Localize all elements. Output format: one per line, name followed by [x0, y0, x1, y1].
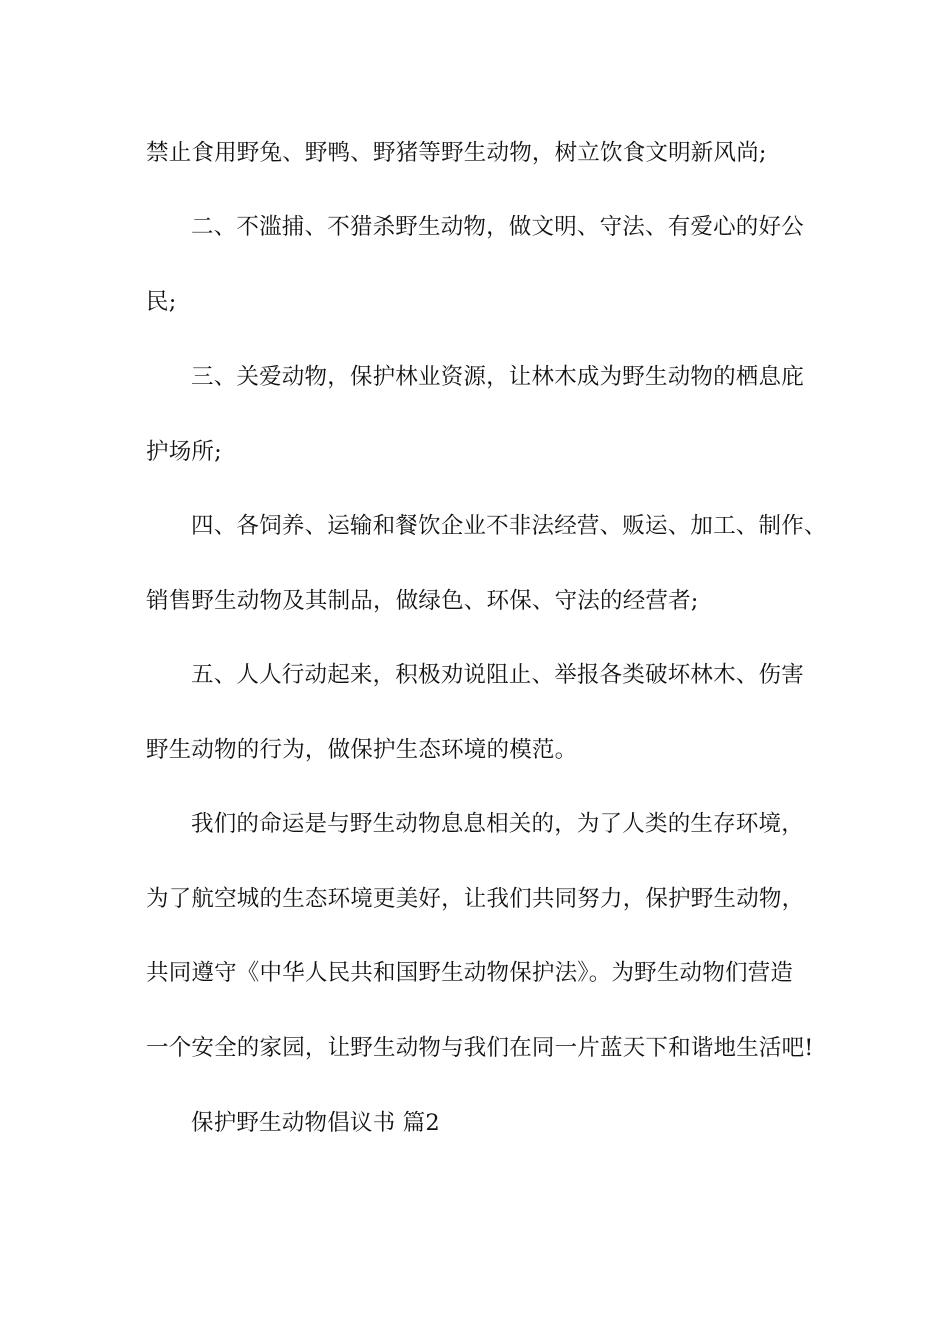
text-line: 野生动物的行为，做保护生态环境的模范。 — [146, 737, 578, 763]
text-line: 我们的命运是与野生动物息息相关的，为了人类的生存环境， — [191, 811, 804, 837]
text-line: 共同遵守《中华人民共和国野生动物保护法》。为野生动物们营造 — [146, 960, 794, 986]
section-heading: 保护野生动物倡议书 篇2 — [191, 1110, 440, 1136]
text-line: 二、不滥捕、不猎杀野生动物，做文明、守法、有爱心的好公 — [191, 214, 804, 240]
text-line: 民; — [146, 289, 177, 315]
text-line: 销售野生动物及其制品，做绿色、环保、守法的经营者; — [146, 588, 699, 614]
text-line: 为了航空城的生态环境更美好，让我们共同努力，保护野生动物， — [146, 886, 805, 912]
text-line: 四、各饲养、运输和餐饮企业不非法经营、贩运、加工、制作、 — [191, 513, 827, 539]
text-line: 三、关爱动物，保护林业资源，让林木成为野生动物的栖息庇 — [191, 364, 804, 390]
text-line: 五、人人行动起来，积极劝说阻止、举报各类破坏林木、伤害 — [191, 662, 804, 688]
text-line: 禁止食用野兔、野鸭、野猪等野生动物，树立饮食文明新风尚; — [146, 140, 767, 166]
text-line: 护场所; — [146, 439, 222, 465]
text-line: 一个安全的家园，让野生动物与我们在同一片蓝天下和谐地生活吧! — [146, 1035, 814, 1061]
